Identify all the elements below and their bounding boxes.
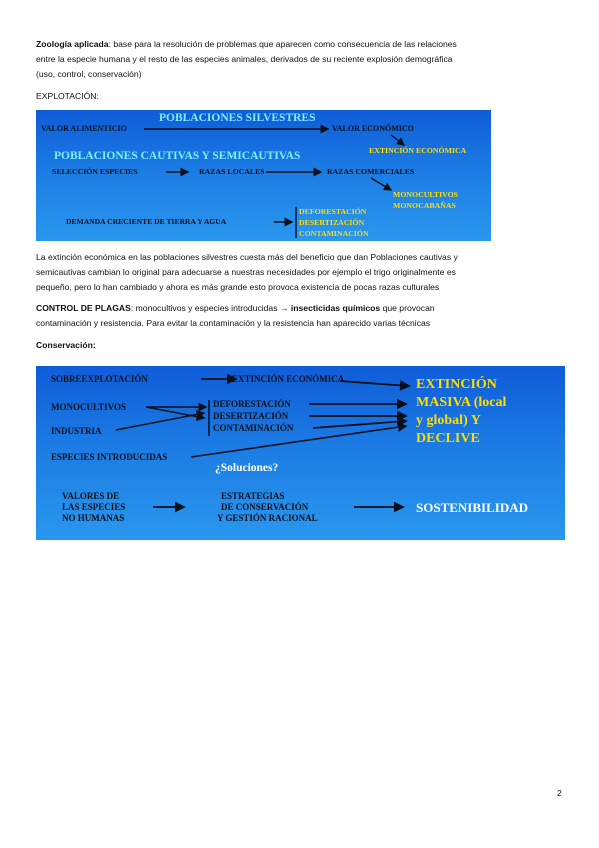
- extincion-economica: EXTINCIÓN ECONÓMICA: [232, 374, 345, 384]
- explotacion-diagram: [36, 110, 491, 241]
- intro-term: Zoología aplicada: [36, 39, 109, 49]
- extincion-line1: La extinción económica en las poblaciones silvestres cuesta más del beneficio que dan Poblaciones cautivas y: [36, 252, 458, 262]
- monocultivos: MONOCULTIVOS: [393, 190, 458, 199]
- valores-3: NO HUMANAS: [62, 513, 125, 523]
- extincion-line2: semicautivas cambian lo original para adecuarse a nuestras necesidades por ejemplo el trigo originalmente es: [36, 267, 456, 278]
- intro-line3: (uso, control, conservación): [36, 69, 142, 80]
- intro-line2: entre la especie humana y el resto de las especies animales, derivados de su reciente explosión demográfica: [36, 54, 453, 65]
- control-plagas-text1: : monocultivos y especies introducidas →: [130, 303, 291, 313]
- page-number: 2: [557, 788, 562, 798]
- desertizacion: DESERTIZACIÓN: [213, 411, 289, 421]
- title-poblaciones-cautivas: POBLACIONES CAUTIVAS Y SEMICAUTIVAS: [54, 150, 301, 162]
- intro-line1: : base para la resolución de problemas que aparecen como consecuencia de las relaciones: [108, 39, 457, 49]
- desertizacion: DESERTIZACIÓN: [299, 218, 365, 227]
- arrow-contaminacion: [313, 421, 406, 428]
- extincion-masiva-4: DECLIVE: [416, 431, 480, 446]
- conservacion-heading: Conservación:: [36, 340, 96, 350]
- extincion-paragraph: [36, 250, 564, 296]
- estrategias-3: Y GESTIÓN RACIONAL: [217, 513, 318, 523]
- arrow-economico-extincion: [391, 135, 404, 145]
- arrow-extincion-masiva: [340, 381, 409, 386]
- monocabanas: MONOCABAÑAS: [393, 201, 456, 210]
- razas-locales: RAZAS LOCALES: [199, 167, 265, 176]
- razas-comerciales: RAZAS COMERCIALES: [327, 167, 415, 176]
- valor-economico: VALOR ECONÓMICO: [332, 124, 414, 133]
- seleccion-especies: SELECCIÓN ESPECIES: [52, 167, 138, 176]
- industria: INDUSTRIA: [51, 426, 102, 436]
- arrow-monocultivos-1: [146, 407, 204, 418]
- extincion-line3: pequeño, pero lo han cambiado y ahora es más grande esto provoca existencia de pocas razas culturales: [36, 282, 440, 293]
- extincion-masiva-3: y global) Y: [416, 413, 481, 428]
- contaminacion: CONTAMINACIÓN: [299, 229, 369, 238]
- title-poblaciones-silvestres: POBLACIONES SILVESTRES: [159, 112, 316, 124]
- especies-introducidas: ESPECIES INTRODUCIDAS: [51, 452, 168, 462]
- valor-alimenticio: VALOR ALIMENTICIO: [41, 124, 127, 133]
- extincion-masiva-2: MASIVA (local: [416, 395, 507, 410]
- arrow-comerciales-monocultivos: [371, 178, 391, 190]
- conservacion-diagram: [36, 366, 565, 540]
- deforestacion: DEFORESTACIÓN: [213, 399, 291, 409]
- monocultivos: MONOCULTIVOS: [51, 402, 127, 412]
- control-plagas-line2: contaminación y resistencia. Para evitar la contaminación y la resistencia han aparecido varias técnicas: [36, 318, 431, 329]
- valores-2: LAS ESPECIES: [62, 502, 126, 512]
- arrow-industria: [116, 413, 204, 430]
- estrategias-2: DE CONSERVACIÓN: [221, 502, 309, 512]
- extincion-economica: EXTINCIÓN ECONÓMICA: [369, 146, 467, 155]
- estrategias-1: ESTRATEGIAS: [221, 491, 285, 501]
- intro-paragraph: [36, 37, 564, 83]
- valores-1: VALORES DE: [62, 491, 120, 501]
- contaminacion: CONTAMINACIÓN: [213, 423, 294, 433]
- deforestacion: DEFORESTACIÓN: [299, 207, 367, 216]
- control-plagas-paragraph: [36, 301, 564, 331]
- control-plagas-term: CONTROL DE PLAGAS: [36, 303, 131, 313]
- insecticidas-term: insecticidas químicos: [290, 303, 381, 313]
- extincion-masiva-1: EXTINCIÓN: [416, 377, 497, 392]
- control-plagas-text2: que provocan: [380, 303, 435, 313]
- explotacion-heading: EXPLOTACIÓN:: [36, 91, 99, 101]
- sostenibilidad: SOSTENIBILIDAD: [416, 500, 528, 515]
- demanda-tierra-agua: DEMANDA CRECIENTE DE TIERRA Y AGUA: [66, 217, 227, 226]
- sobreexplotacion: SOBREEXPLOTACIÓN: [51, 374, 148, 384]
- soluciones: ¿Soluciones?: [215, 462, 279, 474]
